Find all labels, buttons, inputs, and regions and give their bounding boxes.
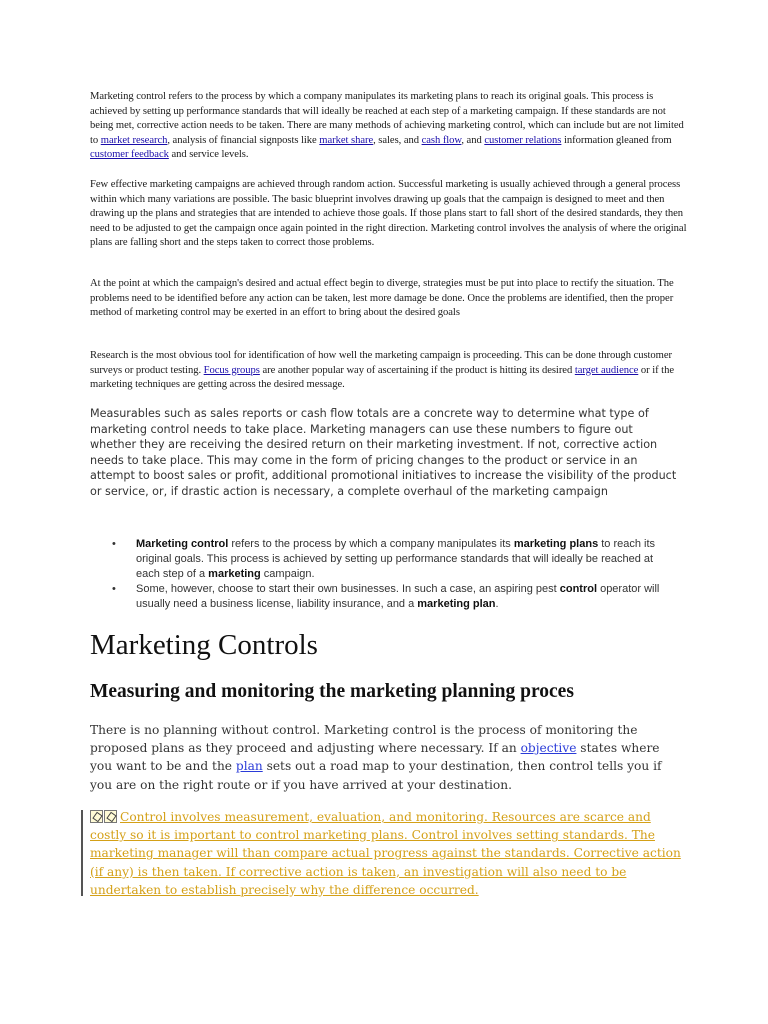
list-item: • Marketing control refers to the process by which a company manipulates its marketing plans to reach its original goals. This process is achieved by setting up performance standards that will ideally be reached at each step of a marketing campaign. — [112, 538, 656, 580]
paragraph-research: Research is the most obvious tool for identification of how well the marketing campaign is proceeding. This can be done through customer surveys or product testing. Focus groups are another popular way of ascertaining if the product is hitting its desired target audience or if the marketing techniques are getting across the desired message. — [90, 350, 674, 390]
link-customer-feedback[interactable]: customer feedback — [90, 149, 169, 160]
paragraph-marketing-control-intro: Marketing control refers to the process by which a company manipulates its marketing plans to reach its original goals. This process is achieved by setting up performance standards that will ideally be reached at each step of a marketing campaign. If these standards are not being met, corrective action needs to be taken. There are many methods of achieving marketing control, which can include but are not limited to market research, analysis of financial signposts like market share, sales, and cash flow, and customer relations information gleaned from customer feedback and service levels. — [90, 91, 684, 160]
link-target-audience[interactable]: target audience — [574, 364, 639, 376]
page-title: Marketing Controls — [90, 629, 318, 661]
paragraph-divergence: At the point at which the campaign's desired and actual effect begin to diverge, strategies must be put into place to rectify the situation. The problems need to be identified before any action can be taken, lest more damage be done. Once the problems are identified, then the proper method of marketing control may be exerted in an effort to bring about the desired goals — [90, 278, 674, 318]
paragraph-measurables: Measurables such as sales reports or cash flow totals are a concrete way to determine what type of marketing control needs to take place. Marketing managers can use these numbers to figure out whether they are receiving the desired return on their marketing investment. If not, corrective action needs to take place. This may come in the form of pricing changes to the product or service in an attempt to boost sales or profit, additional promotional initiatives to increase the visibility of the product or service, or, if drastic action is necessary, a complete overhaul of the marketing campaign — [90, 407, 677, 498]
list-item: • Some, however, choose to start their own businesses. In such a case, an aspiring pest control operator will usually need a business license, liability insurance, and a marketing plan. — [112, 583, 660, 610]
link-market-research[interactable]: market research — [100, 134, 168, 146]
subheading-container — [90, 680, 690, 704]
paragraph-planning-control: There is no planning without control. Marketing control is the process of monitoring the proposed plans as they proceed and adjusting where necessary. If an objective states where you want to be and the plan sets out a road map to your destination, then control tells you if you are on the right route or if you have arrived at your destination. — [90, 723, 662, 792]
link-cash-flow[interactable]: cash flow — [421, 134, 462, 146]
link-market-share[interactable]: market share — [319, 134, 374, 146]
highlighted-text[interactable]: Control involves measurement, evaluation, and monitoring. Resources are scarce and costly so it is important to control marketing plans. Control involves setting standards. The marketing manager will than compare actual progress against the standards. Corrective action (if any) is then taken. If corrective action is taken, an investigation will also need to be undertaken to establish precisely why the difference occurred. — [90, 810, 681, 897]
highlighted-note — [81, 808, 681, 899]
change-bar — [81, 810, 83, 896]
link-customer-relations[interactable]: customer relations — [484, 134, 562, 146]
link-objective[interactable]: objective — [520, 741, 577, 756]
bullet-list — [90, 537, 670, 612]
heading-container — [90, 628, 690, 662]
link-plan[interactable]: plan — [235, 759, 263, 774]
bullet-icon: • — [112, 538, 116, 550]
bullet-icon: • — [112, 583, 116, 595]
pencil-icon — [90, 810, 103, 823]
pencil-icon — [104, 810, 117, 823]
paragraph-campaign-process: Few effective marketing campaigns are achieved through random action. Successful marketing is usually achieved through a general process within which many variations are possible. The basic blueprint involves drawing up goals that the campaign is designed to meet and then drawing up the plans and strategies that are intended to achieve those goals. If those plans start to fall short of the desired standards, they then need to be adjusted to get the campaign once again pointed in the right direction. Marketing control involves the analysis of where the original plans are falling short and the steps taken to correct those problems. — [90, 179, 687, 248]
section-subtitle: Measuring and monitoring the marketing planning proces — [90, 681, 574, 702]
link-focus-groups[interactable]: Focus groups — [203, 364, 260, 376]
edit-marker-icons — [90, 810, 118, 823]
